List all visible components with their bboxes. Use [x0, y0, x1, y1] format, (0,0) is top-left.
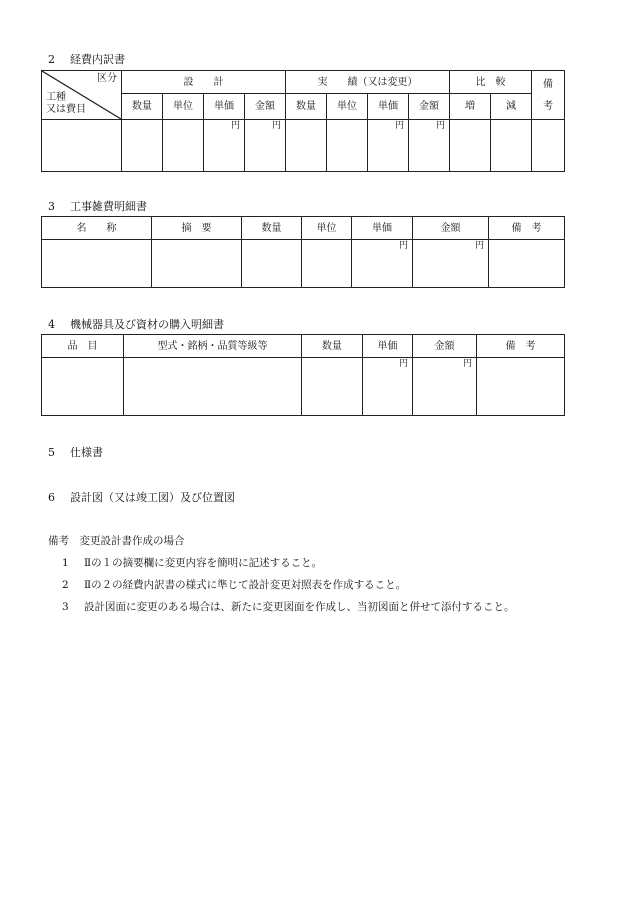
body-cell — [286, 120, 327, 172]
col-header: 単価 — [368, 94, 409, 120]
category-label: 区分 — [97, 73, 117, 84]
work-type-label — [46, 92, 86, 115]
col-header: 数量 — [286, 94, 327, 120]
col-header: 数量 — [242, 217, 302, 240]
section-number: 4 — [48, 318, 55, 331]
header-diagonal-cell — [42, 71, 122, 120]
body-cell — [477, 358, 565, 416]
note-text: Ⅱの２の経費内訳書の様式に準じて設計変更対照表を作成すること。 — [84, 579, 407, 591]
section-title-text: 経費内訳書 — [70, 53, 125, 66]
actual-group-header: 実 績（又は変更） — [286, 71, 450, 94]
work-type-line-2: 又は費目 — [46, 103, 86, 115]
col-header: 減 — [491, 94, 532, 120]
col-header: 金額 — [409, 94, 450, 120]
body-cell — [450, 120, 491, 172]
yen-unit: 円 — [363, 358, 413, 416]
section-number: 5 — [48, 446, 55, 459]
col-header: 単価 — [204, 94, 245, 120]
purchase-detail-table — [41, 334, 565, 416]
notes-heading: 備考 変更設計書作成の場合 — [48, 535, 185, 547]
col-header: 単価 — [363, 335, 413, 358]
col-header: 金額 — [413, 217, 489, 240]
remarks-char-1: 備 — [543, 78, 553, 90]
yen-unit: 円 — [368, 120, 409, 172]
section-title-text: 仕様書 — [70, 446, 103, 459]
work-type-line-1: 工種 — [46, 92, 66, 103]
section-5-title — [48, 444, 103, 460]
col-header: 品 目 — [42, 335, 124, 358]
yen-unit: 円 — [245, 120, 286, 172]
body-cell — [302, 240, 352, 288]
body-cell — [124, 358, 302, 416]
misc-expense-table — [41, 216, 565, 288]
yen-unit: 円 — [204, 120, 245, 172]
body-cell — [42, 240, 152, 288]
col-header: 単位 — [327, 94, 368, 120]
remarks-char-2: 考 — [543, 100, 553, 112]
yen-unit: 円 — [352, 240, 413, 288]
yen-unit: 円 — [413, 240, 489, 288]
body-cell — [122, 120, 163, 172]
design-group-header: 設 計 — [122, 71, 286, 94]
body-cell — [242, 240, 302, 288]
col-header: 数量 — [122, 94, 163, 120]
col-header: 単価 — [352, 217, 413, 240]
section-2-title — [48, 51, 125, 67]
body-cell — [163, 120, 204, 172]
body-cell — [532, 120, 565, 172]
note-text: Ⅱの１の摘要欄に変更内容を簡明に記述すること。 — [84, 557, 323, 569]
remarks-header — [532, 71, 565, 120]
body-cell — [42, 358, 124, 416]
section-number: 3 — [48, 200, 55, 213]
section-title-text: 機械器具及び資材の購入明細書 — [70, 318, 224, 331]
expense-breakdown-table — [41, 70, 565, 172]
section-title-text: 設計図（又は竣工図）及び位置図 — [70, 491, 235, 504]
note-text: 設計図面に変更のある場合は、新たに変更図面を作成し、当初図面と併せて添付すること。 — [84, 601, 515, 613]
body-cell — [302, 358, 363, 416]
section-title-text: 工事雑費明細書 — [70, 200, 147, 213]
section-4-title — [48, 316, 224, 332]
yen-unit: 円 — [413, 358, 477, 416]
section-number: 2 — [48, 53, 55, 66]
note-number: 3 — [62, 601, 69, 613]
yen-unit: 円 — [409, 120, 450, 172]
col-header: 摘 要 — [152, 217, 242, 240]
section-3-title — [48, 198, 147, 214]
note-item — [62, 577, 406, 592]
col-header: 金額 — [245, 94, 286, 120]
body-cell — [489, 240, 565, 288]
col-header: 単位 — [302, 217, 352, 240]
col-header: 数量 — [302, 335, 363, 358]
col-header: 増 — [450, 94, 491, 120]
body-cell — [152, 240, 242, 288]
note-number: 1 — [62, 557, 69, 569]
col-header: 備 考 — [489, 217, 565, 240]
col-header: 型式・銘柄・品質等級等 — [124, 335, 302, 358]
note-item — [62, 555, 322, 570]
note-item — [62, 599, 515, 614]
col-header: 単位 — [163, 94, 204, 120]
comparison-group-header: 比 較 — [450, 71, 532, 94]
col-header: 金額 — [413, 335, 477, 358]
section-number: 6 — [48, 491, 55, 504]
body-cell — [491, 120, 532, 172]
col-header: 備 考 — [477, 335, 565, 358]
section-6-title — [48, 489, 235, 505]
body-cell — [42, 120, 122, 172]
col-header: 名 称 — [42, 217, 152, 240]
body-cell — [327, 120, 368, 172]
note-number: 2 — [62, 579, 69, 591]
